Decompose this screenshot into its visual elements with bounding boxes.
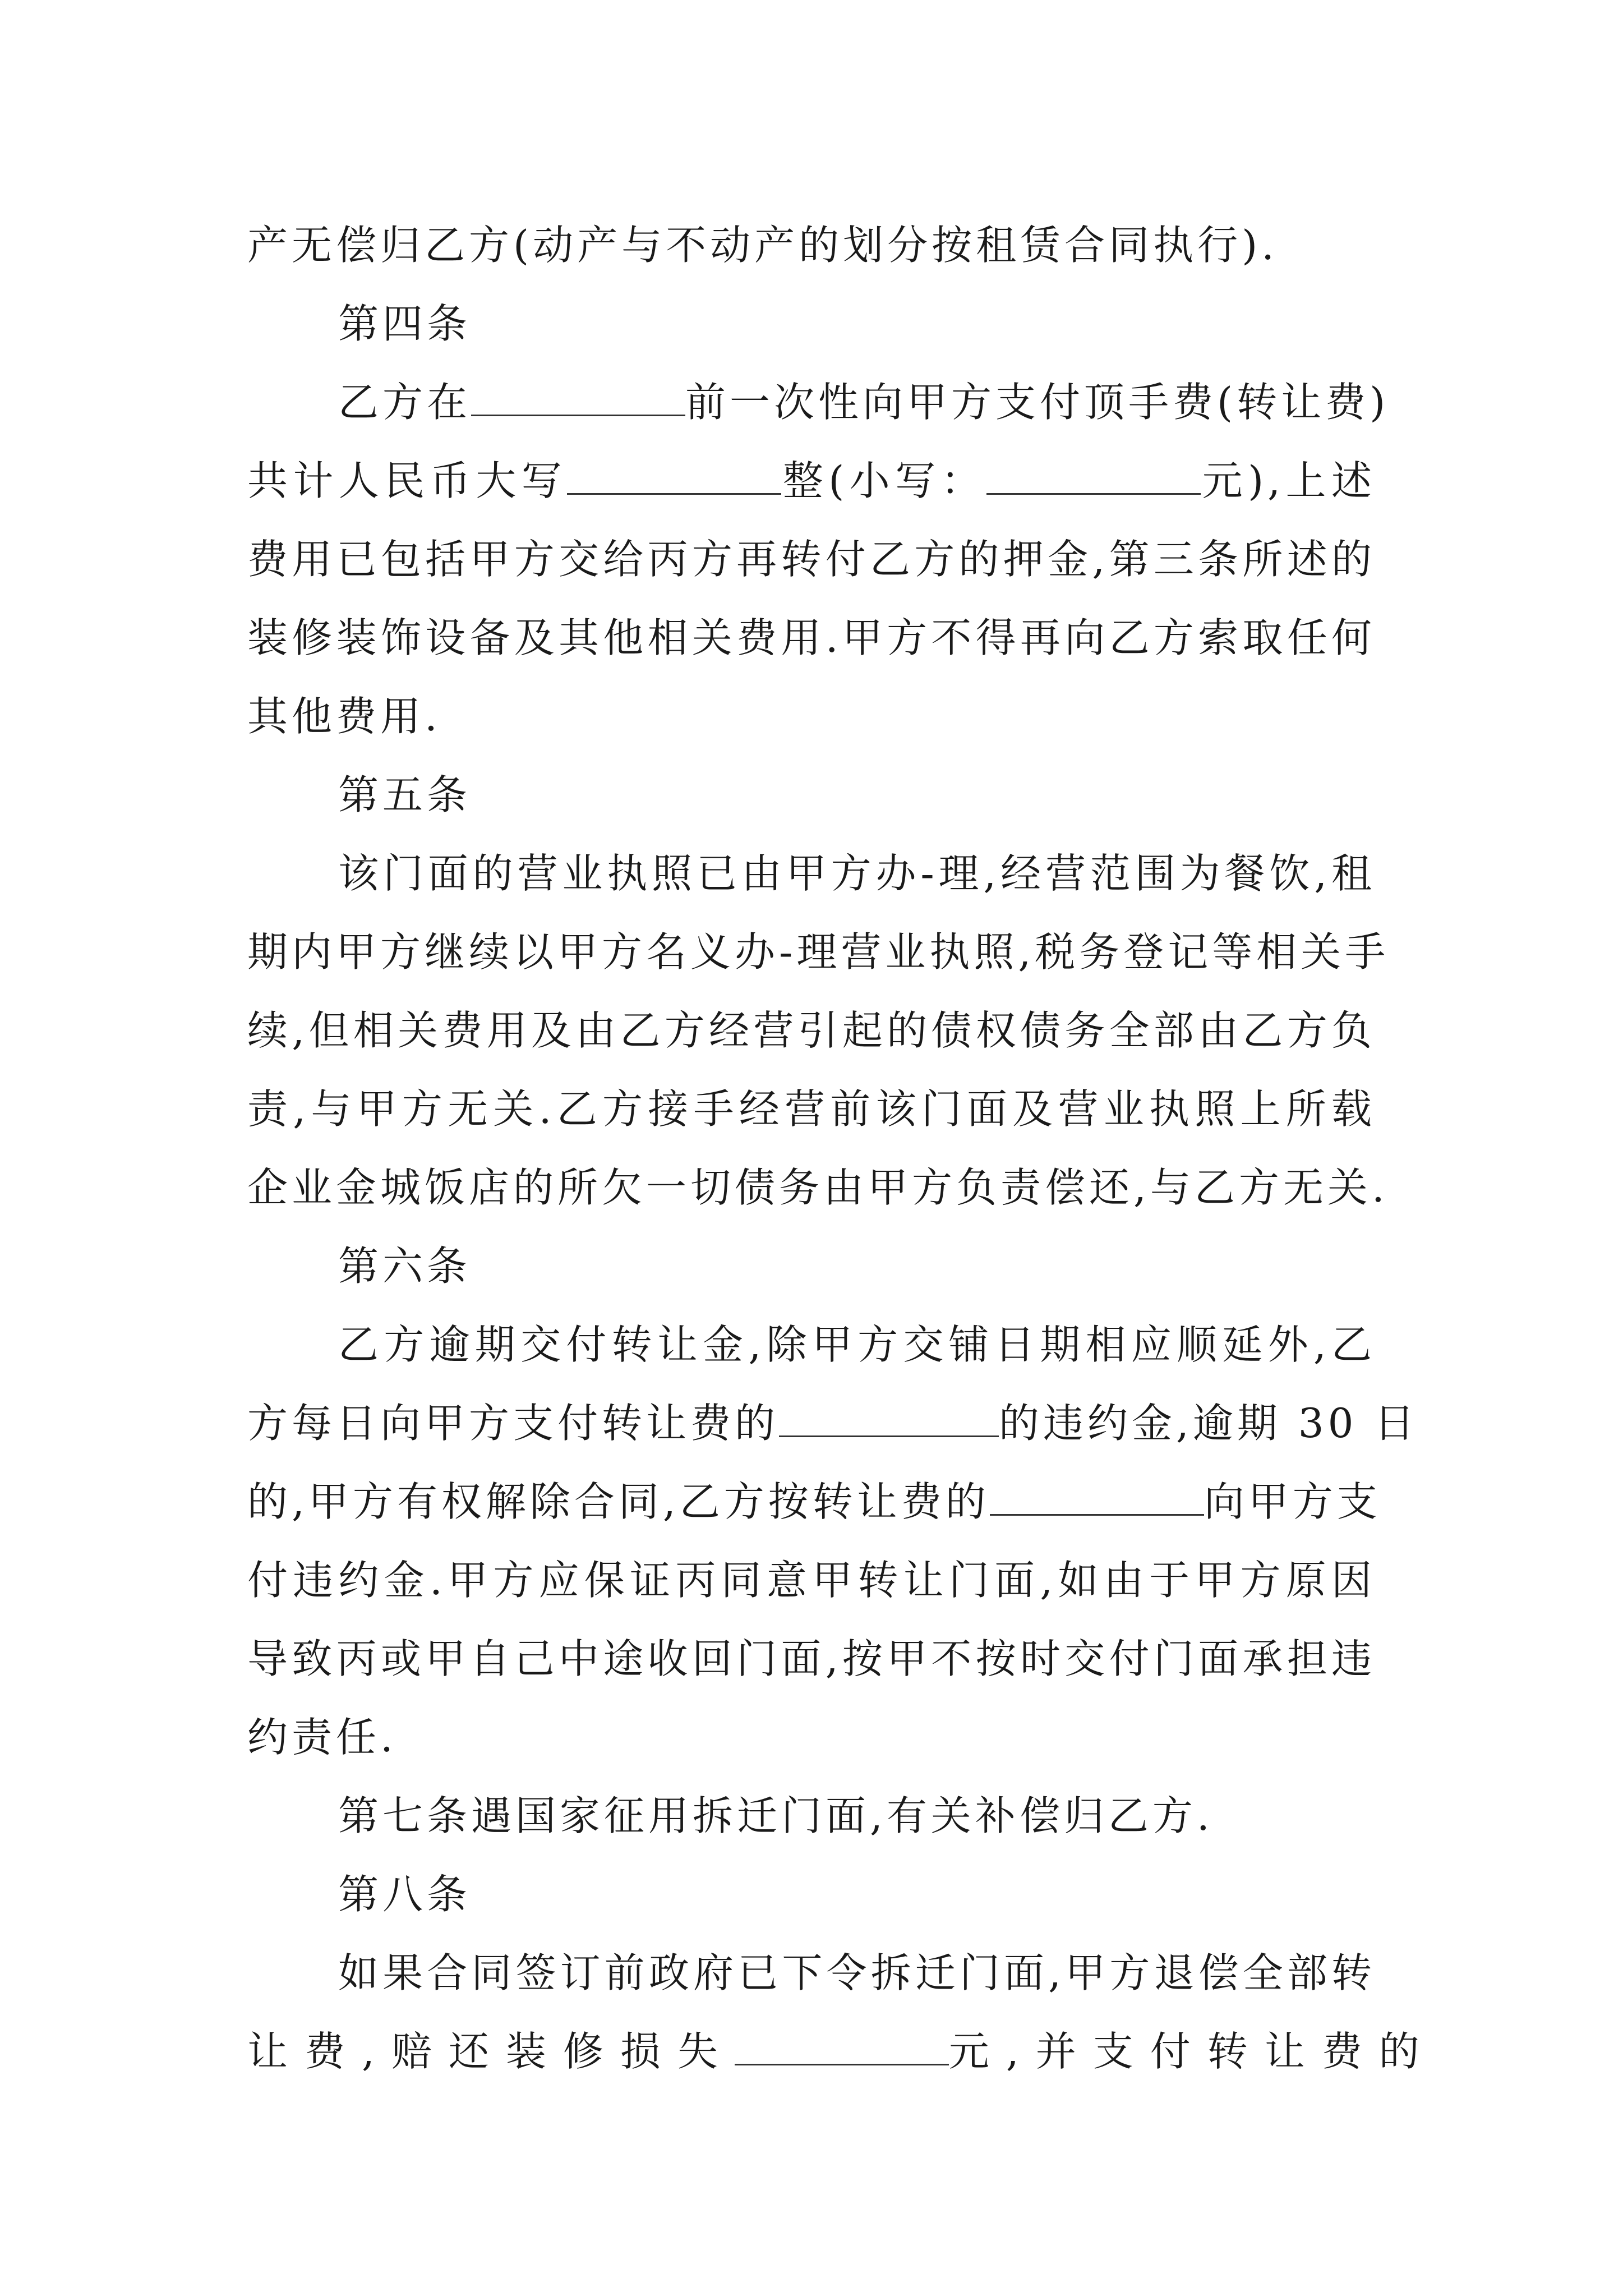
- text-line: [247, 599, 1376, 677]
- line-text: 续,但相关费用及由乙方经营引起的债权债务全部由乙方负: [247, 1007, 1376, 1054]
- text-line: [338, 1934, 1376, 2012]
- line-text: 企业金城饭店的所欠一切债务由甲方负责偿还,与乙方无关.: [247, 1164, 1389, 1211]
- fill-blank-renovation-loss[interactable]: [735, 2031, 949, 2065]
- line-text: 前一次性向甲方支付顶手费(转让费): [685, 379, 1390, 426]
- line-text: 约责任.: [247, 1714, 397, 1761]
- text-line: [247, 2012, 1436, 2091]
- text-line: [247, 206, 1376, 284]
- line-text: 的,甲方有权解除合同,乙方按转让费的: [247, 1478, 990, 1525]
- line-text: 整(小写：: [781, 457, 987, 504]
- article-heading-5: [338, 756, 1376, 834]
- line-text: 该门面的营业执照已由甲方办-理,经营范围为餐饮,租: [338, 850, 1376, 897]
- line-text: 元),上述: [1201, 457, 1376, 504]
- article-heading-6: [338, 1227, 1376, 1305]
- line-text: 装修装饰设备及其他相关费用.甲方不得再向乙方索取任何: [247, 614, 1376, 661]
- text-line: [247, 1698, 1376, 1777]
- article-heading-8: [338, 1855, 1376, 1934]
- line-text: 导致丙或甲自己中途收回门面,按甲不按时交付门面承担违: [247, 1635, 1376, 1682]
- line-text: 期内甲方继续以甲方名义办-理营业执照,税务登记等相关手: [247, 928, 1390, 976]
- heading-text: 第六条: [338, 1243, 472, 1290]
- text-line: [338, 834, 1376, 913]
- heading-text: 第四条: [338, 300, 472, 347]
- heading-text: 第八条: [338, 1871, 472, 1918]
- fill-blank-penalty-rate[interactable]: [779, 1403, 999, 1437]
- text-line: [247, 1619, 1376, 1698]
- text-line: [247, 1384, 1419, 1462]
- article-heading-4: [338, 284, 1376, 363]
- fill-blank-amount-words[interactable]: [567, 461, 781, 495]
- line-text: 乙方逾期交付转让金,除甲方交铺日期相应顺延外,乙: [338, 1321, 1376, 1368]
- line-text: 如果合同签订前政府已下令拆迁门面,甲方退偿全部转: [338, 1949, 1376, 1996]
- line-text: 其他费用.: [247, 693, 441, 740]
- line-text: 责,与甲方无关.乙方接手经营前该门面及营业执照上所载: [247, 1085, 1376, 1133]
- article-7: [338, 1777, 1376, 1855]
- text-line: [247, 1462, 1381, 1541]
- text-line: [247, 677, 1376, 756]
- text-line: [247, 991, 1376, 1070]
- fill-blank-penalty-percent[interactable]: [990, 1481, 1204, 1516]
- line-text: 让费,赔还装修损失: [247, 2028, 735, 2075]
- heading-text: 第五条: [338, 771, 472, 818]
- line-text: 共计人民币大写: [247, 457, 568, 504]
- text-line: [247, 1541, 1376, 1619]
- text-line: [247, 1070, 1376, 1148]
- fill-blank-date[interactable]: [471, 382, 685, 416]
- line-text: 产无偿归乙方(动产与不动产的划分按租赁合同执行).: [247, 222, 1279, 269]
- text-line: [247, 441, 1376, 520]
- line-text: 付违约金.甲方应保证丙同意甲转让门面,如由于甲方原因: [247, 1557, 1376, 1604]
- text-line: [247, 913, 1390, 991]
- line-text: 元,并支付转让费的: [948, 2028, 1436, 2075]
- line-text: 费用已包括甲方交给丙方再转付乙方的押金,第三条所述的: [247, 536, 1376, 583]
- line-text: 乙方在: [338, 379, 472, 426]
- text-line: [338, 1305, 1376, 1384]
- line-text: 方每日向甲方支付转让费的: [247, 1400, 780, 1447]
- fill-blank-amount-figures[interactable]: [986, 461, 1201, 495]
- line-text: 的违约金,逾期 30 日: [999, 1400, 1419, 1447]
- text-line: [338, 363, 1390, 441]
- line-text: 向甲方支: [1204, 1478, 1381, 1525]
- text-line: [247, 1148, 1389, 1227]
- line-text: 第七条遇国家征用拆迁门面,有关补偿归乙方.: [338, 1792, 1214, 1839]
- text-line: [247, 520, 1376, 599]
